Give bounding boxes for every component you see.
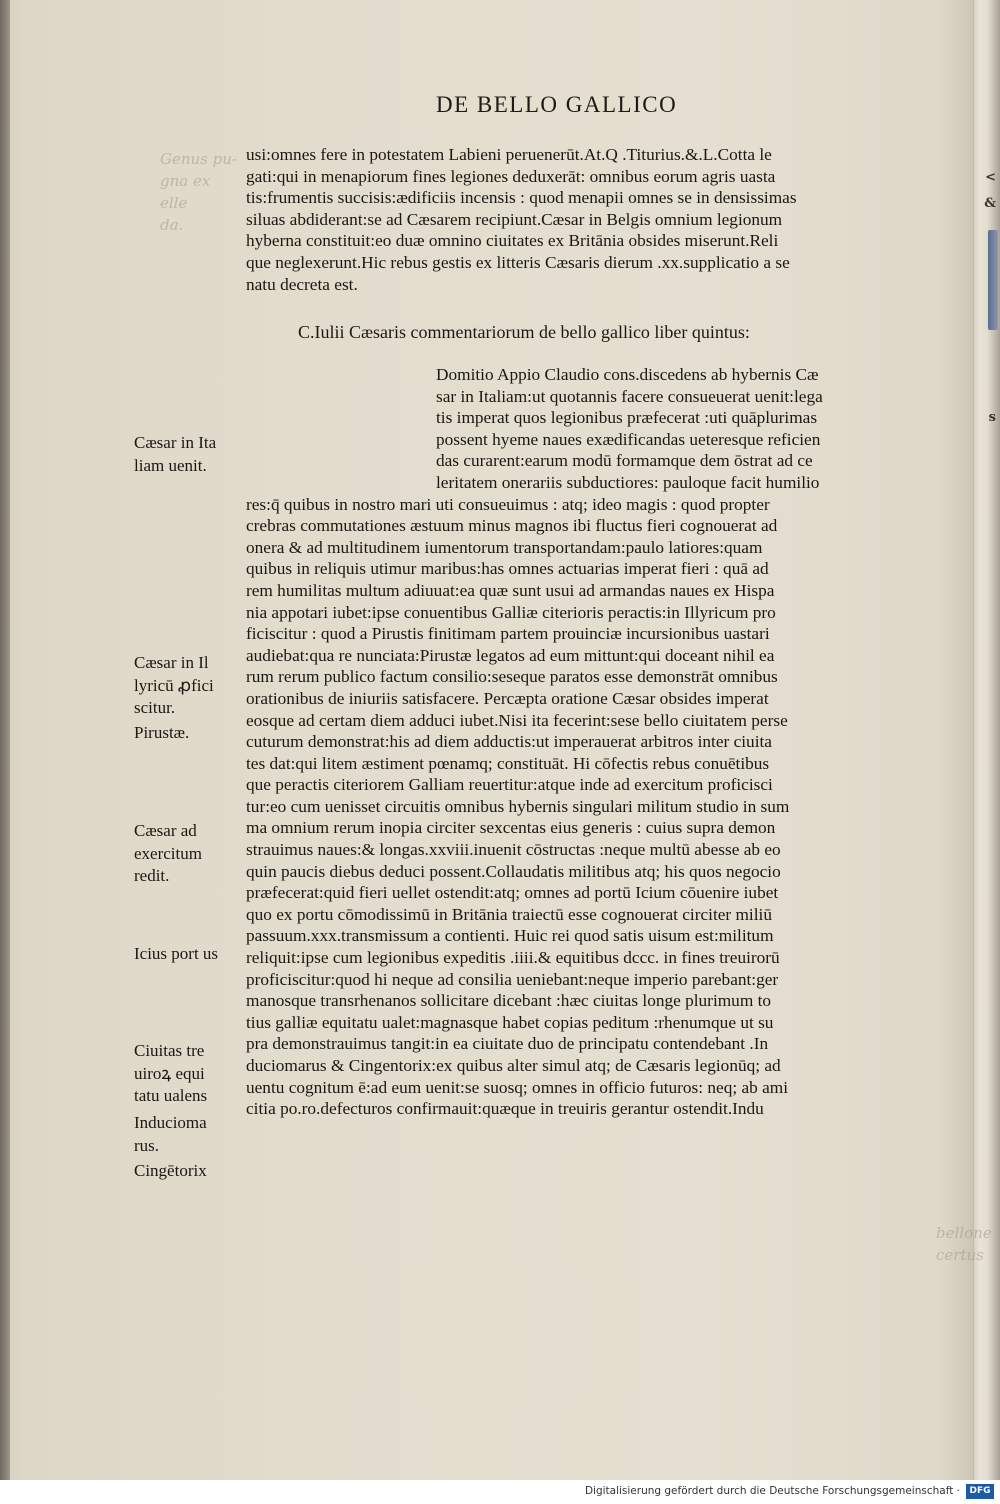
marginal-line: Inducioma [134,1113,207,1132]
text-line: ma omnium rerum inopia circiter sexcentas eius generis : cuius supra demon [246,818,776,838]
body-text-block [246,364,916,1120]
book-binding [0,0,10,1480]
dfg-logo-icon: DFG [966,1484,994,1499]
marginal-note [134,943,218,966]
text-line: reliquit:ipse cum legionibus expeditis .iiii.& equitibus dccc. in fines treuirorū [246,948,780,968]
text-line: rum rerum publico factum consilio:seseque paratos esse demonstrāt omnibus [246,667,778,687]
text-line: natu decreta est. [246,274,358,294]
footer-bar [0,1480,1000,1504]
text-line: hyberna constituit:eo duæ omnino ciuitates ex Britānia obsides miserunt.Reli [246,231,779,251]
marginal-line: redit. [134,866,170,886]
marginal-line: rus. [134,1135,160,1155]
marginal-note [134,722,189,745]
marginal-line: Pirustæ. [134,723,190,742]
text-line: strauimus naues:& longas.xxviii.inuenit cōstructas :neque multū abesse ab eo [246,840,781,860]
text-line: manosque transrhenanos sollicitare dicebant :hæc ciuitas longe plurimum to [246,991,772,1011]
marginal-note [134,432,216,477]
text-line: proficiscitur:quod hi neque ad consilia ueniebant:neque imperio parebant:ger [246,969,779,989]
text-line: orationibus de iniuriis satisfacere. Percæpta oratione Cæsar obsides imperat [246,688,769,708]
text-line: tius galliæ equitatu ualet:magnasque habet copias peditum :rhenumque ut su [246,1012,774,1032]
edge-glyph: & [984,196,996,211]
text-line: citia po.ro.defecturos confirmauit:quæque in treuiris gerantur ostendit.Indu [246,1099,764,1119]
marginal-line: tatu ualens [134,1086,208,1106]
text-line: usi:omnes fere in potestatem Labieni peruenerūt.At.Q .Titurius.&.L.Cotta le [246,145,772,164]
text-line: quibus in reliquis utimur maribus:has omnes actuarias imperat fieri : quā ad [246,559,769,579]
top-text-block [246,144,916,295]
marginal-note [134,652,214,720]
marginal-line: Ciuitas tre [134,1041,205,1060]
text-line: onera & ad multitudinem iumentorum transportandam:paulo latiores:quam [246,537,763,557]
show-through-text: bellone certus [936,1224,992,1264]
show-through-text: Genus pu- gna ex elle da. [160,150,237,234]
marginal-line: liam uenit. [134,455,207,475]
text-line: ficiscitur : quod a Pirustis finitimam partem prouinciæ incursionibus uastari [246,624,770,644]
text-line: nia appotari iubet:ipse conuentibus Galliæ citerioris peractis:in Illyricum pro [246,602,776,622]
text-line: rem humilitas multum adiuuat:ea quæ sunt usui ad armandas naues ex Hispa [246,580,775,600]
text-line: siluas abdiderant:se ad Cæsarem recipiunt.Cæsar in Belgis omnium legionum [246,209,783,229]
text-line: præfecerat:quid fieri uellet ostendit:atq; omnes ad portū Icium cōuenire iubet [246,883,779,903]
marginal-note [134,1040,207,1108]
marginal-note [134,1160,207,1183]
running-head: DE BELLO GALLICO [436,92,678,117]
book-heading: C.Iulii Cæsaris commentariorum de bello gallico liber quintus: [298,322,750,342]
text-line: crebras commutationes æstuum minus magnos ibi fluctus fieri cognouerat ad [246,516,778,536]
marginal-line: uiroꝝ equi [134,1063,205,1083]
page-tab [988,230,998,330]
text-line: tis imperat quos legionibus præfecerat :uti quāplurimas [436,408,818,428]
text-line: Domitio Appio Claudio cons.discedens ab hybernis Cæ [436,365,819,384]
text-line: tis:frumentis succisis:ædificiis incensis : quod menapii omnes se in densissimas [246,188,797,208]
text-line: uentu cognitum ē:ad eum uenit:se suosq; omnes in officio futuros: neq; ab ami [246,1077,789,1097]
text-line: possent hyeme naues exædificandas ueteresque reficien [436,429,821,449]
text-line: que peractis citeriorem Galliam reuertitur:atque inde ad exercitum proficisci [246,775,773,795]
text-line: quo ex portu cōmodissimū in Britānia traiectū esse cognouerat circiter miliū [246,904,772,924]
text-line: passuum.xxx.transmissum a contienti. Huic rei quod satis uisum est:militum [246,926,774,946]
text-line: gati:qui in menapiorum fines legiones deduxerāt: omnibus eorum agris uasta [246,166,776,186]
funding-notice: Digitalisierung gefördert durch die Deutsche Forschungsgemeinschaft · [584,1485,960,1497]
text-line: quin paucis diebus deduci possent.Collaudatis militibus atq; his quos negocio [246,861,781,881]
marginal-line: Cæsar ad [134,821,197,840]
marginal-line: exercitum [134,843,202,863]
text-line: tes dat:qui litem æstiment pœnamq; constituāt. Hi cōfectis rebus conuētibus [246,753,770,773]
text-line: das curarent:earum modū formamque dem ōstrat ad ce [436,451,813,471]
marginal-note [134,1112,207,1157]
text-line: duciomarus & Cingentorix:ex quibus alter simul atq; de Cæsaris legionūq; ad [246,1056,781,1075]
edge-glyph: s [988,410,996,425]
marginal-line: Icius port us [134,944,219,963]
text-line: audiebat:qua re nunciata:Pirustæ legatos ad eum mittunt:qui doceant nihil ea [246,645,775,665]
text-line: res:q̄ quibus in nostro mari uti consueuimus : atq; ideo magis : quod propter [246,494,770,514]
edge-glyph: < [985,170,996,185]
text-line: pra demonstrauimus tangit:in ea ciuitate duo de principatu contendebant .In [246,1034,769,1054]
marginal-line: Cæsar in Il [134,653,209,672]
text-line: cuturum demonstrat:his ad diem adductis:ut imperauerat arbitros inter ciuita [246,732,772,752]
text-line: tur:eo cum uenisset circuitis omnibus hybernis singulari militum studio in sum [246,796,790,816]
marginal-line: Cingētorix [134,1161,207,1180]
text-line: eosque ad certam diem adduci iubet.Nisi ita fecerint:sese bello ciuitatem perse [246,710,788,730]
marginal-line: Cæsar in Ita [134,433,217,452]
marginal-line: lyricū ꝓfici [134,675,214,695]
text-line: que neglexerunt.Hic rebus gestis ex litteris Cæsaris dierum .xx.supplicatio a se [246,252,790,272]
text-line: sar in Italiam:ut quotannis facere consueuerat uenit:lega [436,386,823,406]
text-line: leritatem onerariis subductiores: pauloque facit humilio [436,472,820,492]
marginal-line: scitur. [134,698,176,718]
marginal-note [134,820,202,888]
